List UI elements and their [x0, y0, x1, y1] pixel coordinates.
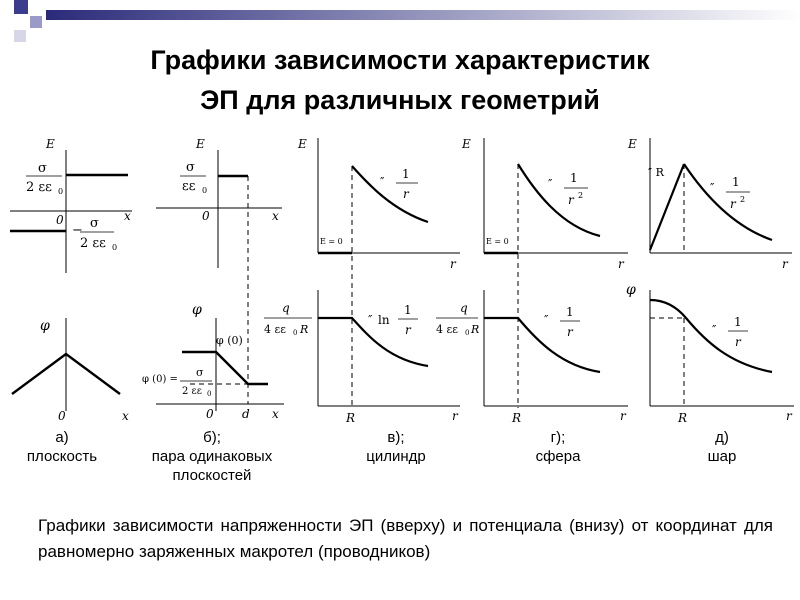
formula-r: r [568, 193, 574, 207]
label-R: R [512, 411, 522, 425]
formula-denominator: εε [182, 179, 196, 194]
label-d: d [242, 407, 250, 421]
label-E-zero: E = 0 [320, 237, 343, 246]
origin-label: 0 [206, 407, 214, 421]
plot-g-potential [436, 290, 628, 425]
plot-v-potential [264, 290, 460, 425]
label-name: сфера [535, 448, 581, 465]
formula-subscript: 0 [58, 187, 64, 196]
label-tilde-R: ″ R [648, 166, 664, 179]
label-E-zero: E = 0 [486, 237, 509, 246]
slide-title-line-1: Графики зависимости характеристик [150, 45, 650, 75]
field-potential-diagram [0, 128, 800, 428]
label-phi0-eq: φ (0) = [142, 374, 178, 385]
formula-sigma: σ [38, 161, 47, 176]
axis-label-r: r [786, 409, 792, 423]
label-sphere [498, 428, 618, 466]
formula-q: q [282, 301, 290, 315]
proportional-sign: ″ [548, 177, 553, 191]
formula-r: r [403, 187, 409, 201]
plot-b-potential [142, 302, 284, 421]
axis-label-phi: φ [40, 318, 50, 334]
formula-exponent: 2 [578, 191, 584, 200]
plot-d-potential [626, 282, 794, 425]
formula-sigma: σ [196, 366, 204, 379]
formula-one: 1 [732, 175, 740, 189]
label-letter: а) [55, 429, 69, 446]
proportional-sign: ″ [380, 175, 385, 189]
formula-r: r [567, 325, 573, 339]
label-phi0: φ (0) [216, 334, 243, 347]
plot-a-potential [12, 318, 129, 423]
formula-subscript: 0 [207, 390, 212, 398]
axis-label-phi: φ [192, 302, 202, 318]
formula-one: 1 [734, 315, 742, 329]
axis-label-r: r [452, 409, 458, 423]
formula-denominator-2: 2 εε [80, 236, 106, 251]
proportional-sign: ″ [544, 313, 549, 327]
header-square-1 [14, 0, 28, 14]
formula-one: 1 [570, 171, 578, 185]
formula-sigma-2: σ [90, 216, 99, 231]
label-R: R [346, 411, 356, 425]
header-decoration [0, 0, 800, 44]
label-name-line-1: пара одинаковых [151, 448, 273, 465]
axis-label-r: r [620, 409, 626, 423]
label-name-line-2: плоскостей [172, 467, 252, 484]
formula-sigma: σ [186, 160, 195, 175]
formula-subscript-2: 0 [112, 243, 118, 252]
formula-subscript: 0 [202, 186, 208, 195]
proportional-sign: ″ [712, 323, 717, 337]
axis-label-E: E [46, 137, 55, 151]
formula-ln: ln [378, 313, 390, 327]
label-plane [8, 428, 116, 466]
figure-caption: Графики зависимости напряженности ЭП (вверху) и потенциала (внизу) от координат для равномерно заряженных макротел (проводников) [38, 516, 773, 561]
axis-label-x: x [124, 209, 131, 223]
formula-one: 1 [566, 305, 574, 319]
formula-one: 1 [402, 167, 410, 181]
origin-label: 0 [56, 213, 64, 227]
plot-b-field [156, 137, 282, 268]
axis-label-r: r [782, 257, 788, 271]
potential-curve [182, 352, 268, 384]
axis-label-E: E [462, 137, 471, 151]
potential-curve [484, 318, 600, 372]
proportional-sign: ″ [368, 313, 373, 327]
formula-denominator: 2 εε [182, 386, 202, 397]
axis-label-x: x [122, 409, 129, 423]
potential-curve [318, 318, 428, 366]
potential-curve [650, 300, 772, 372]
plot-v-field [297, 137, 460, 408]
formula-subscript: 0 [293, 329, 298, 337]
slide-title [0, 40, 800, 120]
formula-minus: − [72, 223, 83, 238]
formula-r: r [730, 197, 736, 211]
formula-R: R [300, 323, 309, 336]
formula-r: r [405, 323, 411, 337]
axis-label-r: r [450, 257, 456, 271]
origin-label: 0 [58, 409, 66, 423]
label-letter: б); [203, 429, 221, 446]
formula-one: 1 [404, 303, 412, 317]
plot-d-field [627, 137, 792, 271]
label-letter: д) [715, 429, 729, 446]
label-R: R [678, 411, 688, 425]
slide-title-line-2: ЭП для различных геометрий [200, 85, 600, 115]
formula-denominator: 2 εε [26, 180, 52, 195]
proportional-sign: ″ [710, 181, 715, 195]
formula-denominator: 4 εε [436, 323, 458, 336]
header-gradient-line [46, 10, 800, 20]
label-name: плоскость [26, 448, 98, 465]
plot-a-field [10, 137, 132, 273]
label-cylinder [336, 428, 456, 466]
axis-label-x: x [272, 407, 279, 421]
plot-g-field [461, 137, 628, 408]
label-letter: г); [550, 429, 566, 446]
formula-q: q [460, 301, 468, 315]
axis-label-E: E [196, 137, 205, 151]
formula-denominator: 4 εε [264, 323, 286, 336]
field-curve [684, 164, 772, 240]
label-name: цилиндр [366, 448, 426, 465]
axis-label-E: E [628, 137, 637, 151]
label-ball [662, 428, 782, 466]
label-name: шар [707, 448, 737, 465]
axis-label-r: r [618, 257, 624, 271]
field-curve [352, 166, 428, 222]
formula-exponent: 2 [740, 195, 746, 204]
formula-r: r [735, 335, 741, 349]
formula-subscript: 0 [465, 329, 470, 337]
field-curve [518, 164, 600, 236]
label-letter: в); [387, 429, 405, 446]
header-square-2 [30, 16, 42, 28]
axis-label-phi: φ [626, 282, 636, 298]
origin-label: 0 [202, 209, 210, 223]
label-pair-planes [120, 428, 304, 485]
axis-label-E: E [298, 137, 307, 151]
formula-R: R [471, 323, 480, 336]
axis-label-x: x [272, 209, 279, 223]
